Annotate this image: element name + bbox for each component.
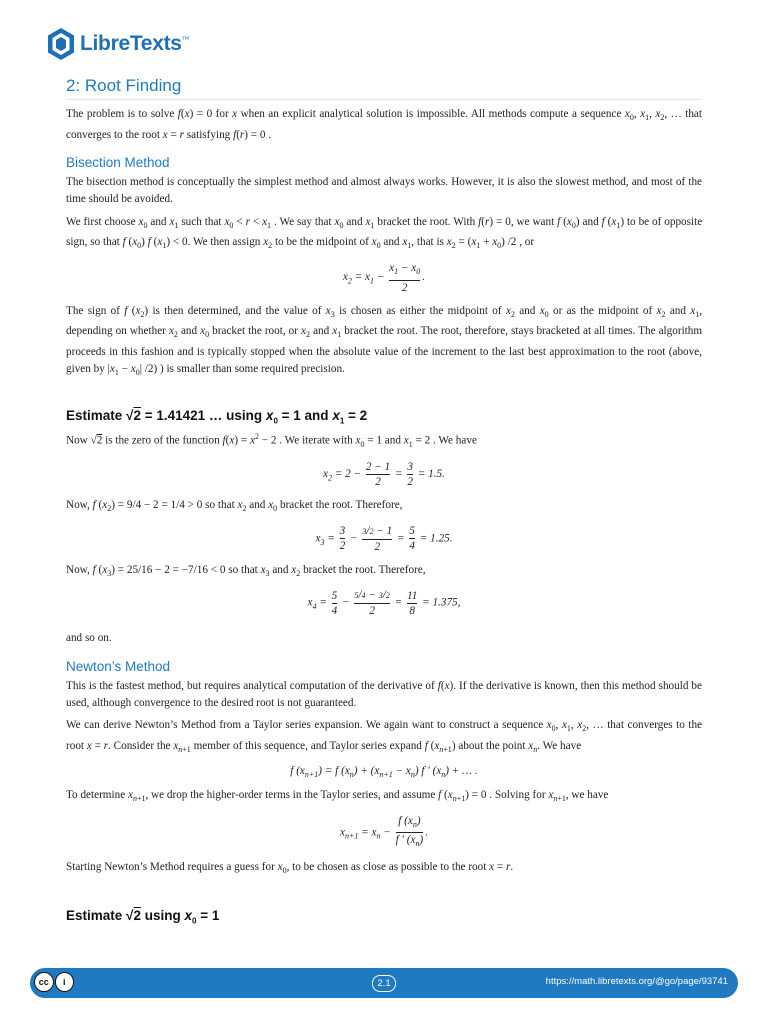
x3-equation: $x_3$ = $\frac{3}{2}$ − $\frac{3/2 - 1}{2}$ = $\frac{5}{4}$ = 1.25. [315, 524, 453, 553]
bisection-p1: The bisection method is conceptually the simplest method and almost always works. However, it is also the slowest method, and most of the time should be avoided. [66, 176, 702, 206]
midpoint-equation: $x_2 = x_1$ − $\frac{x_1 - x_0}{2}$ . [342, 262, 426, 294]
page-content [66, 76, 702, 930]
example1-p2: Now, f $(x_2) = 9/4 - 2 = 1/4 > 0$ so that $x_2$ and $x_0$ bracket the root. Therefore, [66, 498, 403, 514]
intro-paragraph: The problem is to solve f(x) = 0 for x when an explicit analytical solution is impossible. All methods compute a sequence $x_0$, $x_1$, $x_2$, … that converges to the root x = r satisfying f(r) = 0 . [66, 108, 703, 141]
taylor-equation: f $(x_{n+1}) = f$ $(x_n) + (x_{n+1} - x_n)$ f ′ $(x_n)$ + … . [290, 764, 478, 780]
x4-equation: $x_4$ = $\frac{5}{4}$ − $\frac{5/4 - 3/2}{2}$ = $\frac{11}{8}$ = 1.375, [307, 589, 461, 618]
page-url-link[interactable]: https://math.libretexts.org/@go/page/93741 [545, 976, 728, 987]
example1-p3: Now, f $(x_3) = 25/16 - 2 = -7/16 < 0$ so that $x_3$ and $x_2$ bracket the root. Therefore, [66, 563, 426, 578]
cc-icon: cc [34, 972, 54, 992]
x2-equation: $x_2 = 2$ − $\frac{2 - 1}{2}$ = $\frac{3}{2}$ = 1.5. [323, 460, 445, 488]
page-footer [30, 968, 738, 998]
newton-p3: To determine $x_{n+1}$, we drop the higher-order terms in the Taylor series, and assume f $(x_{n+1}) = 0$ . Solving for $x_{n+1}$, we have [66, 789, 609, 804]
example1-p4: and so on. [66, 632, 112, 645]
page-number: 2.1 [372, 975, 396, 992]
newton-heading: Newton’s Method [66, 659, 171, 675]
newton-p1: This is the fastest method, but requires analytical computation of the derivative of f(x). If the derivative is known, then this method should be used, although convergence to the desired root is not guaranteed. [66, 680, 702, 709]
page-title: 2: Root Finding [66, 76, 702, 100]
bisection-p3: The sign of f $(x_2)$ is then determined, and the value of $x_3$ is chosen as either the midpoint of $x_2$ and $x_0$ or as the midpoint of $x_2$ and $x_1$, depending on whether $x_2$ and $x_0$ bracket the root, or $x_2$ and $x_1$ bracket the root. The root, therefore, stays bracketed at all times. The algorithm proceeds in this fashion and is typically stopped when the absolute value of the increment to the last best approximation to the root (above, given by $|x_1 - x_0|$ /2) ) is smaller than some required precision. [66, 304, 703, 377]
newton-p2: We can derive Newton’s Method from a Taylor series expansion. We again want to construct a sequence $x_0$, $x_1$, $x_2$, … that converges to the root x = r. Consider the $x_{n+1}$ member of this sequence, and Taylor series expand f $(x_{n+1})$ about the point $x_n$. We have [66, 719, 703, 755]
bisection-p2: We first choose $x_0$ and $x_1$ such that $x_0 < r < x_1$ . We say that $x_0$ and $x_1$ bracket the root. With f(r) = 0, we want f $(x_0)$ and f $(x_1)$ to be of opposite sign, so that f $(x_0)$ f $(x_1) < 0$. We then assign $x_2$ to be the midpoint of $x_0$ and $x_1$, that is $x_2 = (x_1 + x_0)$ /2 , or [66, 215, 703, 251]
logo-wordmark: LibreTexts™ [80, 32, 190, 55]
bisection-heading: Bisection Method [66, 155, 170, 171]
example1-heading: Estimate √2 = 1.41421 … using $x_0 = 1$ and $x_1 = 2$ [66, 407, 368, 426]
cc-by-license-badge[interactable] [34, 972, 74, 994]
attribution-icon: i [55, 972, 75, 992]
newton-equation: $x_{n+1} = x_n$ − $\frac{f (x_n)}{f ' (x_n)}$ . [66, 814, 702, 851]
libretexts-logo-icon [46, 27, 76, 61]
libretexts-logo[interactable] [46, 26, 189, 62]
example2-heading: Estimate √2 using $x_0 = 1$ [66, 908, 220, 926]
example1-p1: Now √2 is the zero of the function $f(x) = x^2 - 2$ . We iterate with $x_0 = 1$ and $x_1 = 2$ . We have [66, 432, 477, 450]
newton-p4: Starting Newton’s Method requires a guess for $x_0$, to be chosen as close as possible to the root x = r. [66, 861, 514, 876]
